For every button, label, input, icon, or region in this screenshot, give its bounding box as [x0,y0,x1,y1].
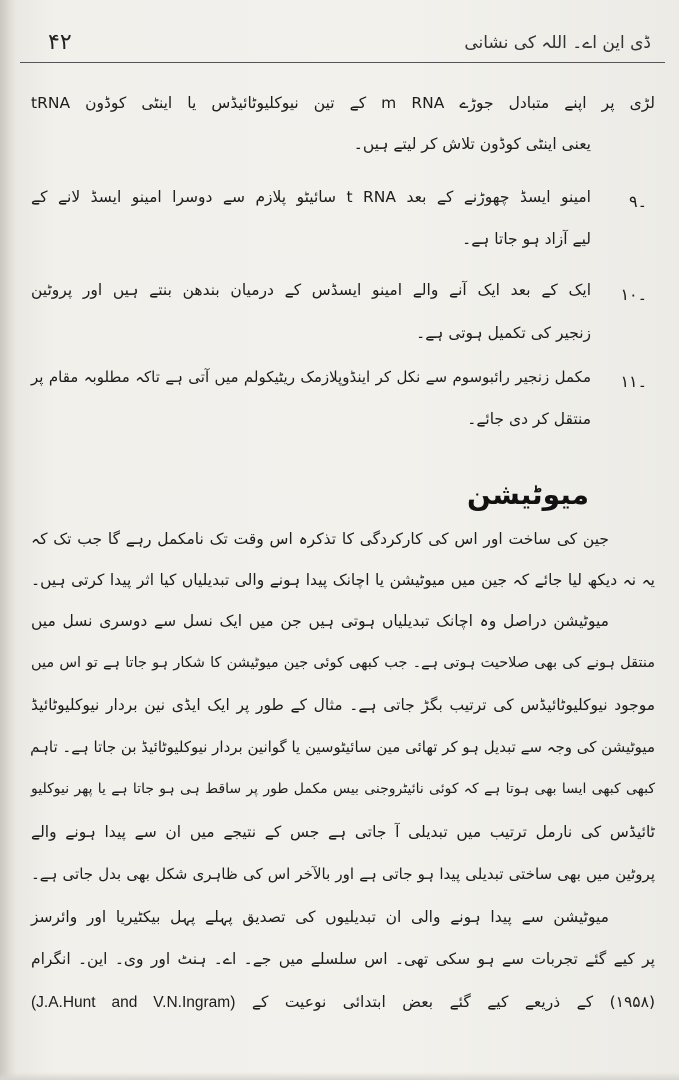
paragraph-line: میوٹیشن کی وجہ سے تبدیل ہو کر تھائی مین سائیٹوسین یا گوانین بردار نیوکلیوٹائیڈ بن جاتا ہے۔ تاہم [30,738,655,756]
paragraph-line: یہ نہ دیکھ لیا جائے کہ جین میں میوٹیشن یا اچانک پیدا ہونے والی تبدیلیاں کیا اثر پیدا کرتی ہیں۔ [31,571,655,589]
running-title: ڈی این اے۔ اللہ کی نشانی [464,33,651,53]
paragraph-line: منتقل ہونے کی بھی صلاحیت ہوتی ہے۔ جب کبھی کوئی جین میوٹیشن کا شکار ہو جاتا ہے تو اس میں [31,655,655,671]
list-item-number: ۱۰۔ [620,285,647,304]
list-item-number: ۱۱۔ [620,372,647,391]
list-continuation-line: یعنی اینٹی کوڈون تلاش کر لیتے ہیں۔ [353,135,591,153]
list-item-line: امینو ایسڈ چھوڑنے کے بعد t RNA سائیٹو پلازم سے دوسرا امینو ایسڈ لانے کے [31,188,591,206]
paragraph-line-mixed [31,995,655,1011]
running-header [18,30,663,58]
paragraph-line: میوٹیشن دراصل وہ اچانک تبدیلیاں ہوتی ہیں جن میں ایک نسل سے دوسری نسل میں [31,612,609,630]
paragraph-line-urdu-part: (۱۹۵۸) کے ذریعے کیے گئے بعض ابتدائی نوعیت کے [251,993,655,1011]
page-number: ۴۲ [48,30,72,55]
paragraph-line: جین کی ساخت اور اس کی کارکردگی کا تذکرہ اس وقت تک نامکمل رہے گا جب تک کہ [31,530,609,548]
list-item-line: لیے آزاد ہو جاتا ہے۔ [462,230,591,248]
list-item-line: منتقل کر دی جائے۔ [467,410,591,428]
page-gutter-shadow [0,0,16,1080]
paragraph-line: کبھی کبھی ایسا بھی ہوتا ہے کہ کوئی نائیٹروجنی بیس مکمل طور پر ساقط ہی ہو جاتا ہے یا پھر نیوکلیو [31,781,655,797]
list-item-line: زنجیر کی تکمیل ہوتی ہے۔ [416,324,591,342]
list-item-number: ۹۔ [629,192,647,211]
list-continuation-line: tRNA کے تین نیوکلیوٹائیڈس یا اینٹی کوڈون m RNA لڑی پر اپنے متبادل جوڑے [31,94,655,112]
list-item-line: مکمل زنجیر رائبوسوم سے نکل کر اینڈوپلازمک ریٹیکولم میں آتی ہے تاکہ مطلوبہ مقام پر [31,368,591,386]
header-rule [20,62,665,63]
paragraph-line: پر کیے گئے تجربات سے ہو سکی تھی۔ اس سلسلے میں جے۔ اے۔ ہنٹ اور وی۔ این۔ انگرام [31,950,655,968]
list-item-line: ایک کے بعد ایک آنے والے امینو ایسڈس کے درمیان بندھن بنتے ہیں اور پروٹین [31,281,591,299]
paragraph-line: پروٹین میں بھی ساختی تبدیلی پیدا ہو جاتی ہے اور بالآخر اس کی ظاہری شکل بھی بدل جاتی ہے۔ [31,865,655,883]
paragraph-line-latin-part: (J.A.Hunt and V.N.Ingram) [31,994,236,1011]
paragraph-line: میوٹیشن سے پیدا ہونے والی ان تبدیلیوں کی تصدیق پہلے پہل بیکٹیریا اور وائرسز [31,908,609,926]
paragraph-line: موجود نیوکلیوٹائیڈس کی ترتیب بگڑ جاتی ہے۔ مثال کے طور پر ایک ایڈی نین بردار نیوکلیوٹائیڈ [31,696,655,714]
paragraph-line: ٹائیڈس کی نارمل ترتیب میں تبدیلی آ جاتی ہے جس کے نتیجے میں ان سے پیدا ہونے والے [31,823,655,841]
page-bottom-edge [0,1072,679,1080]
section-heading: میوٹیشن [467,478,589,511]
